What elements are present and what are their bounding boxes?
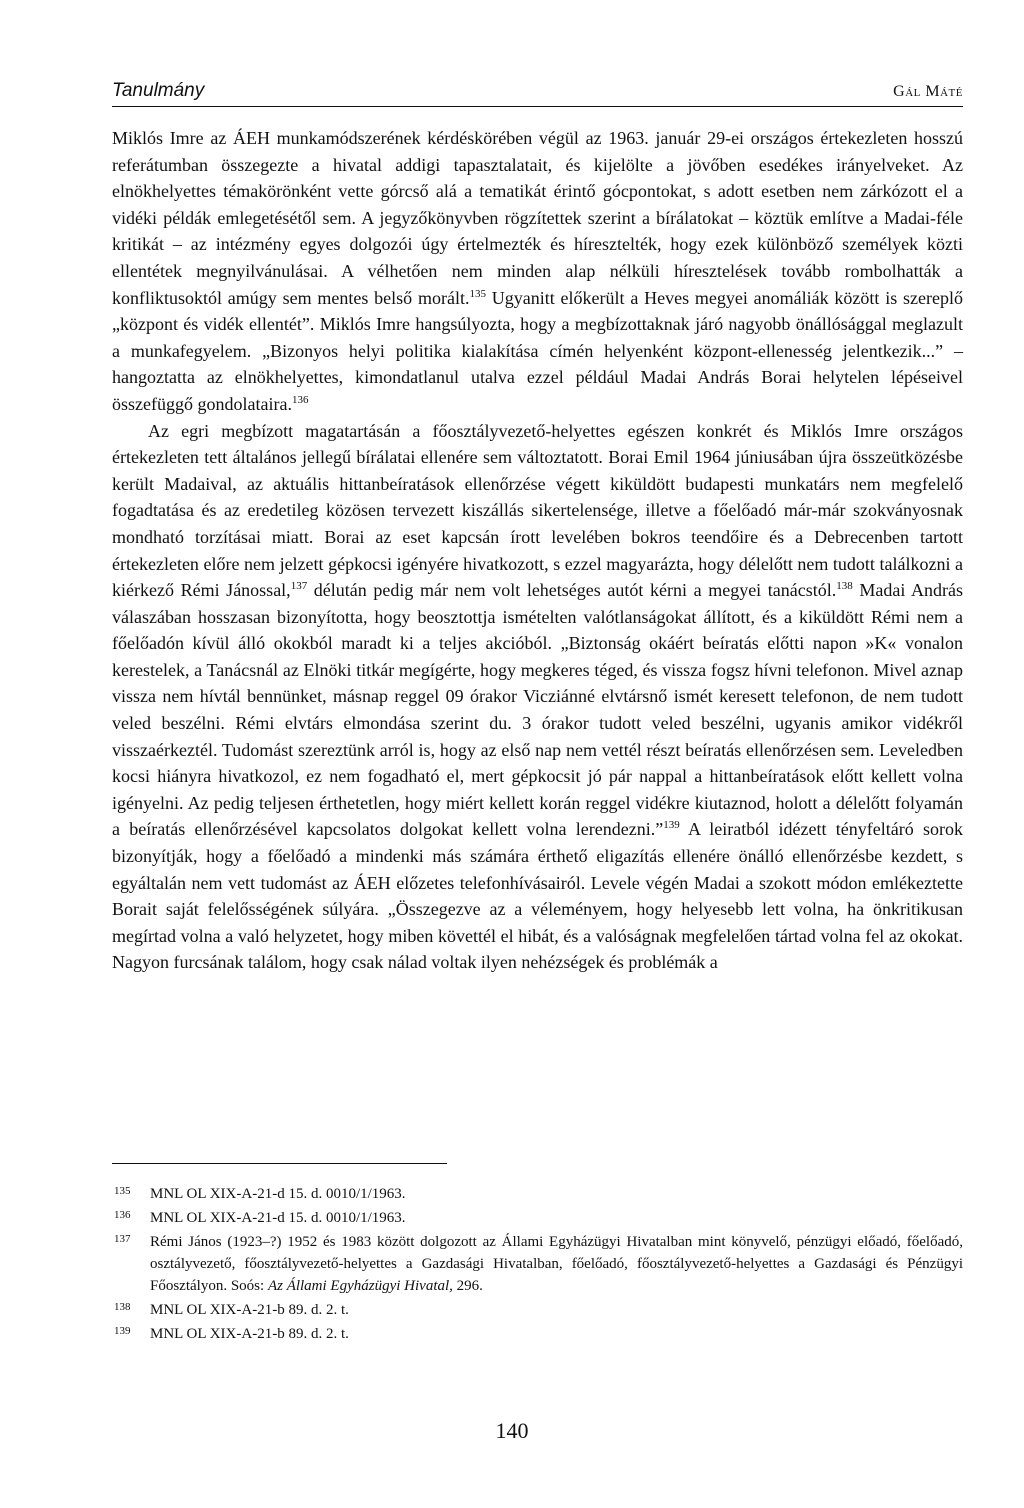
footnote-item (112, 1207, 963, 1229)
footnote-text: MNL OL XIX-A-21-d 15. d. 0010/1/1963. (150, 1186, 406, 1202)
footnote-number: 135 (114, 1185, 131, 1197)
footnote-text: Rémi János (1923–?) 1952 és 1983 között dolgozott az Állami Egyházügyi Hivatalban mint könyvelő, pénzügyi előadó, főelőadó, osztályvezető, főosztályvezető-helyettes a Gazdasági Hivatalban, főelőadó, főosztályvezető-helyettes a Gazdasági és Pénzügyi Főosztályon. Soós: (150, 1234, 963, 1294)
footnote-number: 139 (114, 1325, 131, 1337)
footnotes (112, 1183, 963, 1347)
footnote-item (112, 1183, 963, 1205)
author-name: Gál Máté (893, 83, 963, 100)
footnote-text: MNL OL XIX-A-21-b 89. d. 2. t. (150, 1326, 349, 1342)
footnote-ref-135[interactable]: 135 (469, 287, 486, 300)
footnote-ref-136[interactable]: 136 (291, 393, 309, 406)
footnote-book-title: Az Állami Egyházügyi Hivatal, (267, 1278, 453, 1294)
footnote-ref-138[interactable]: 138 (836, 580, 853, 593)
paragraph-2 (112, 418, 963, 976)
footnote-divider (112, 1163, 447, 1164)
footnote-item (112, 1299, 963, 1321)
footnote-number: 137 (114, 1233, 131, 1245)
footnote-number: 138 (114, 1301, 131, 1313)
section-title: Tanulmány (112, 80, 205, 101)
paragraph-1-text-b: Ugyanitt előkerült a Heves megyei anomáliák között is szereplő „központ és vidék ellentét”. Miklós Imre hangsúlyozta, hogy a megbízottaknak járó nagyobb önállósággal meglazult a munkafegyelem. „Bizonyos helyi politika kialakítása címén helyenként központ-ellenesség jelentkezik...” – hangoztatta az elnökhelyettes, kimondatlanul utalva ezzel például Madai András Borai helytelen lépéseivel összefüggő gondolataira. (112, 287, 963, 414)
paragraph-2-text-d: A leiratból idézett tényfeltáró sorok bizonyítják, hogy a főelőadó a mindenki más számára érthető eligazítás ellenére önálló ellenőrzésbe kezdett, s egyáltalán nem vett tudomást az ÁEH előzetes telefonhívásairól. Levele végén Madai a szokott módon emlékeztette Borait saját felelősségének súlyára. „Összegezve az a véleményem, hogy helyesebb lett volna, ha önkritikusan megírtad volna a való helyzetet, hogy miben követtél el hibát, és a valóságnak megfelelően tártad volna fel az okokat. Nagyon furcsának találom, hogy csak nálad voltak ilyen nehézségek és problémák a (112, 819, 964, 973)
footnote-number: 136 (114, 1209, 131, 1221)
footnote-page-ref: 296. (452, 1278, 483, 1294)
paragraph-2-text-c: Madai András válaszában hosszasan bizonyította, hogy beosztottja ismételten valótlanságokat állított, és a kiküldött Rémi nem a főelőadón kívül álló okokból maradt ki a teljes akcióból. „Biztonság okáért beíratás előtti napon »K« vonalon kerestelek, a Tanácsnál az Elnöki titkár megígérte, hogy megkeres téged, és vissza fogsz hívni telefonon. Mivel aznap vissza nem hívtál bennünket, másnap reggel 09 órakor Vicziánné elvtársnő ismét keresett telefonon, de nem tudott veled beszélni. Rémi elvtárs elmondása szerint du. 3 órakor tudott veled beszélni, ugyanis amikor vidékről visszaérkeztél. Tudomást szereztünk arról is, hogy az első nap nem vettél részt beíratás ellenőrzésen sem. Leveledben kocsi hiányra hivatkozol, ez nem fogadható el, mert gépkocsit jó pár nappal a hittanbeíratások előtt kellett volna igényelni. Az pedig teljesen érthetetlen, hogy miért kellett korán reggel vidékre kiutaznod, holott a délelőtt folyamán a beíratás ellenőrzésével kapcsolatos dolgokat kellett volna lerendezni.” (112, 580, 963, 840)
footnote-text: MNL OL XIX-A-21-b 89. d. 2. t. (150, 1302, 349, 1318)
page-number: 140 (495, 1418, 529, 1443)
paragraph-1 (112, 125, 963, 418)
running-header (112, 79, 963, 107)
paragraph-1-text-a: Miklós Imre az ÁEH munkamódszerének kérdéskörében végül az 1963. január 29-ei országos értekezleten hosszú referátumban összegezte a hivatal addigi tapasztalatait, és kijelölte a jövőben esedékes irányelveket. Az elnökhelyettes témakörönként vette górcső alá a tematikát érintő gócpontokat, s adott esetben nem zárkózott el a vidéki példák emlegetésétől sem. A jegyzőkönyvben rögzítettek szerint a bírálatokat – köztük említve a Madai-féle kritikát – az intézmény egyes dolgozói úgy értelmezték és híresztelték, hogy ezek különböző személyek közti ellentétek megnyilvánulásai. A vélhetően nem minden alap nélküli híresztelések tovább rombolhatták a konfliktusoktól amúgy sem mentes belső morált. (112, 128, 963, 308)
footnote-ref-137[interactable]: 137 (290, 580, 308, 593)
main-text (112, 125, 963, 976)
footnote-text: MNL OL XIX-A-21-d 15. d. 0010/1/1963. (150, 1210, 406, 1226)
paragraph-2-text-a: Az egri megbízott magatartásán a főosztályvezető-helyettes egészen konkrét és Miklós Imre országos értekezleten tett általános jellegű bírálatai ellenére sem változtatott. Borai Emil 1964 júniusában újra összeütközésbe került Madaival, az aktuális hittanbeíratások ellenőrzése végett kiküldött budapesti munkatárs nem megfelelő fogadtatása és az eredetileg közösen tervezett kiszállás sikertelensége, illetve a főelőadó már-már szokványosnak mondható torzításai miatt. Borai az eset kapcsán írott levelében bokros teendőire és a Debrecenben tartott értekezleten előre nem jelzett gépkocsi igényére hivatkozott, s ezzel magyarázta, hogy délelőtt nem tudott találkozni a kiérkező Rémi Jánossal, (112, 420, 963, 601)
footnote-item (112, 1231, 963, 1297)
paragraph-2-text-b: délután pedig már nem volt lehetséges autót kérni a megyei tanácstól. (307, 580, 837, 601)
footnote-ref-139[interactable]: 139 (663, 819, 680, 832)
footnote-text-container (150, 1231, 963, 1297)
footnote-item (112, 1323, 963, 1345)
